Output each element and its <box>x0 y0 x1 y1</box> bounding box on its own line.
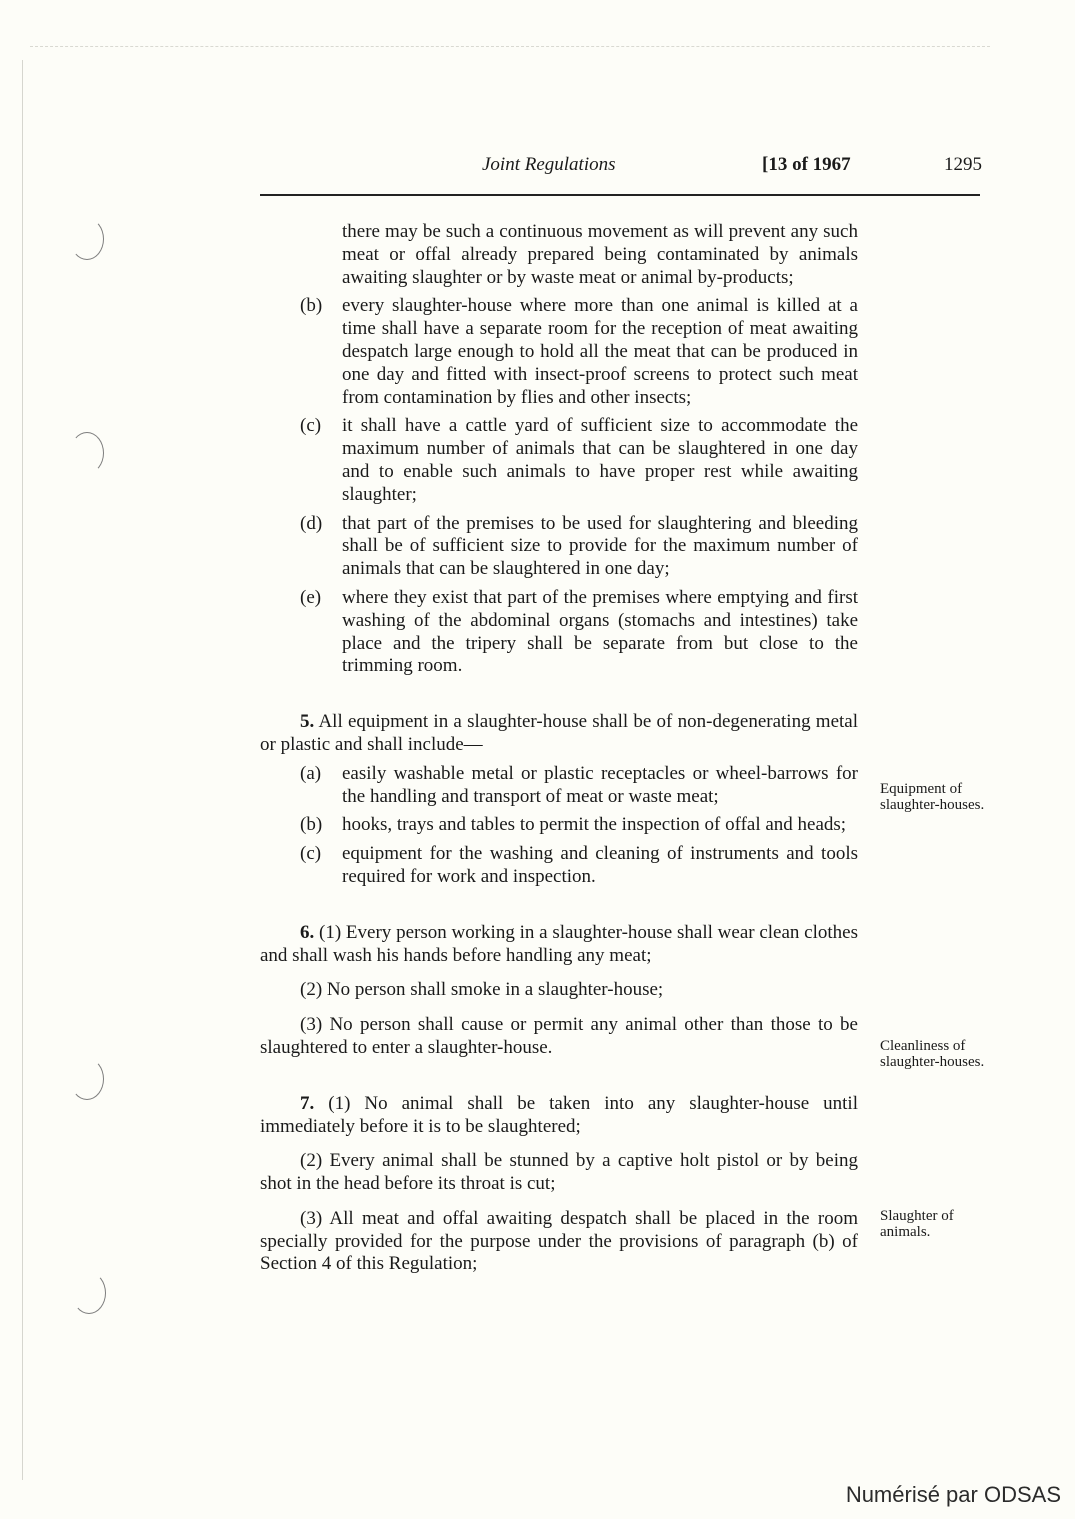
running-header <box>260 154 982 180</box>
list-item <box>260 415 858 506</box>
punch-hole-3 <box>70 1058 104 1100</box>
item-text: every slaughter-house where more than one animal is killed at a time shall have a separate room for the reception of meat awaiting despatch large enough to hold all the meat that can be produced in one day and fitted with insect-proof screens to protect such meat from contamination by flies and other insects; <box>342 295 858 408</box>
item-text: where they exist that part of the premises where emptying and first washing of the abdominal organs (stomachs and intestines) take place and the tripery shall be separate from but close to the trimming room. <box>342 586 858 677</box>
section-6-para-1 <box>260 922 858 968</box>
section-number: 7. <box>300 1092 315 1114</box>
list-item <box>260 843 858 889</box>
item-label: (c) <box>300 843 322 865</box>
header-rule <box>260 194 980 196</box>
list-item <box>260 587 858 678</box>
section-7 <box>260 1093 858 1277</box>
section-7-text: (1) No animal shall be taken into any slaughter-house until immediately before it is to be slaughtered; <box>260 1092 858 1137</box>
item-text: equipment for the washing and cleaning of instruments and tools required for work and inspection. <box>342 843 858 887</box>
punch-hole-4 <box>72 1272 106 1314</box>
continued-paragraph: there may be such a continuous movement as will prevent any such meat or offal already prepared being contaminated by animals awaiting slaughter or by waste meat or animal by-products; <box>342 221 858 288</box>
section-7-para-2: (2) Every animal shall be stunned by a captive holt pistol or by being shot in the head before its throat is cut; <box>260 1150 858 1195</box>
section-6-para-3: (3) No person shall cause or permit any animal other than those to be slaughtered to enter a slaughter-house. <box>260 1014 858 1058</box>
item-label: (e) <box>300 586 322 608</box>
margin-note-cleanliness: Cleanliness of slaughter-houses. <box>880 1038 985 1070</box>
item-label: (d) <box>300 512 323 534</box>
section-6-para-2: (2) No person shall smoke in a slaughter-house; <box>300 979 664 1001</box>
section-number: 6. <box>300 921 315 943</box>
list-item <box>260 513 858 581</box>
item-text: that part of the premises to be used for slaughtering and bleeding shall be of sufficient size to provide for the maximum number of animals that can be slaughtered in one day; <box>342 512 858 580</box>
item-label: (b) <box>300 814 323 836</box>
item-label: (c) <box>300 415 322 437</box>
header-title: Joint Regulations <box>482 154 616 175</box>
list-item <box>260 763 858 809</box>
punch-hole-1 <box>70 218 104 260</box>
margin-note-slaughter: Slaughter of animals. <box>880 1208 954 1240</box>
section-7-para-1 <box>260 1093 858 1139</box>
section-5-text: All equipment in a slaughter-house shall be of non-degenerating metal or plastic and shall include— <box>260 711 859 755</box>
section-6 <box>260 922 858 1060</box>
list-item <box>260 814 858 837</box>
section-7-para-3: (3) All meat and offal awaiting despatch shall be placed in the room specially provided for the purpose under the provisions of paragraph (b) of Section 4 of this Regulation; <box>260 1207 858 1275</box>
header-act-number: [13 of 1967 <box>762 154 851 175</box>
item-label: (b) <box>300 295 323 317</box>
scan-top-edge <box>30 46 990 47</box>
item-text: hooks, trays and tables to permit the inspection of offal and heads; <box>342 814 847 836</box>
margin-note-equipment: Equipment of slaughter-houses. <box>880 781 985 813</box>
page-number: 1295 <box>944 154 982 175</box>
punch-hole-2 <box>70 432 104 474</box>
list-item <box>260 295 858 409</box>
section-number: 5. <box>300 711 315 733</box>
regulation-body <box>260 221 858 1276</box>
page-left-edge <box>22 60 23 1480</box>
section-5-intro <box>260 711 858 757</box>
section-6-text: (1) Every person working in a slaughter-house shall wear clean clothes and shall wash his hands before handling any meat; <box>260 921 858 966</box>
item-text: it shall have a cattle yard of sufficient size to accommodate the maximum number of animals that can be slaughtered in one day and to enable such animals to have proper rest while awaiting slaughter; <box>342 415 858 505</box>
digitization-credit: Numérisé par ODSAS <box>845 1482 1061 1507</box>
item-text: easily washable metal or plastic receptacles or wheel-barrows for the handling and transport of meat or waste meat; <box>342 762 858 807</box>
item-label: (a) <box>300 762 322 784</box>
section-5 <box>260 711 858 889</box>
